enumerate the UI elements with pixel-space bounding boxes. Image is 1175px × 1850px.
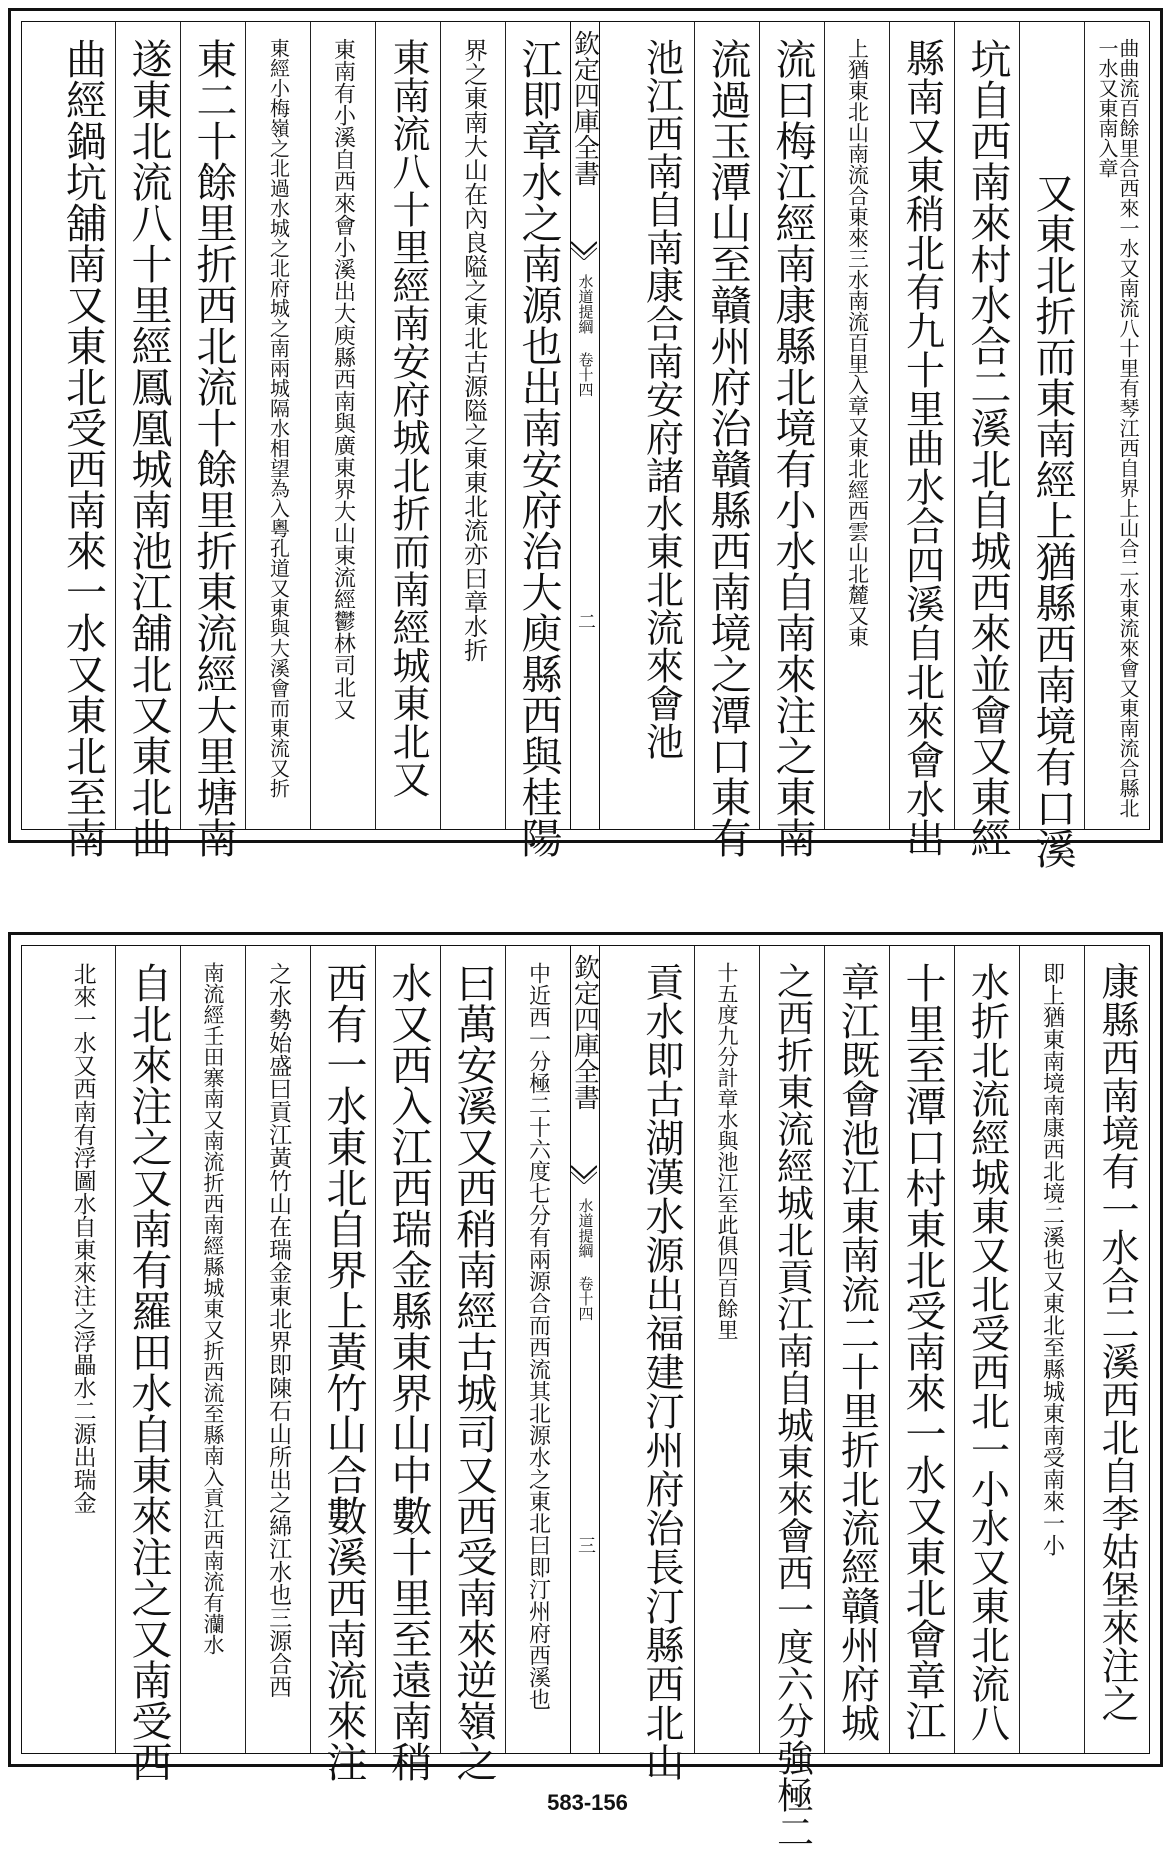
top-left-half — [22, 22, 570, 858]
text-column — [50, 22, 115, 858]
text-column — [824, 946, 889, 1753]
text-column — [1019, 22, 1084, 869]
column-text: 自北來注之又南有羅田水自東來注之又南受西 — [124, 962, 173, 1782]
text-column — [375, 22, 440, 829]
fish-tail-ornament — [571, 240, 599, 260]
text-column — [180, 22, 245, 858]
page-top-frame — [21, 21, 1150, 869]
column-text: 曰萬安溪又西稍南經古城司又西受南來逆嶺之 — [449, 962, 498, 1782]
column-text: 曲經鍋坑舖南又東北受西南來一水又東北至南 — [59, 38, 107, 858]
text-column — [440, 946, 505, 1782]
text-column — [375, 946, 440, 1782]
column-text: 又東北折而東南經上猶縣西南境有口溪 — [1028, 172, 1077, 869]
text-column — [954, 946, 1019, 1753]
column-text: 之西折東流經城北貢江南自城東來會西一度六分強極二 — [770, 962, 814, 1850]
text-column — [629, 22, 694, 829]
column-text: 之水勢始盛曰貢江黃竹山在瑞金東北界即陳石山所出之綿江水也三源合西 — [265, 962, 292, 1698]
folio-number: 二 — [575, 612, 596, 630]
text-column — [310, 22, 375, 829]
column-text: 康縣西南境有一水合二溪西北自李姑堡來注之 — [1095, 962, 1139, 1722]
column-text: 十里至潭口村東北受南來一水又東北會章江 — [898, 962, 947, 1741]
book-title: 欽定四庫全書 — [569, 30, 600, 186]
column-text: 水折北流經城東又北受西北一小水又東北流八 — [964, 962, 1010, 1742]
text-column — [824, 22, 889, 829]
column-text: 流曰梅江經南康縣北境有小水自南來注之東南 — [768, 38, 817, 858]
center-fold — [570, 946, 600, 1753]
chapter-label: 水道提綱 卷十四 — [576, 1198, 595, 1321]
column-text: 上猶東北山南流合東來三水南流百里入章又東北經西雲山北麓又東 — [845, 38, 870, 647]
column-text: 流過玉潭山至贛州府治贛縣西南境之潭口東有 — [703, 38, 752, 858]
center-fold — [570, 22, 600, 829]
text-column — [245, 22, 310, 829]
column-text: 章江既會池江東南流二十里折北流經贛州府城 — [834, 962, 880, 1742]
text-column — [115, 946, 180, 1782]
column-text: 界之東南大山在內良隘之東北古源隘之東東北流亦曰章水折 — [459, 38, 488, 662]
text-column — [629, 946, 694, 1781]
column-text: 南流經壬田寨南又南流折西南經縣城東又折西流至縣南入貢江西南流有灡水 — [201, 962, 226, 1655]
book-title: 欽定四庫全書 — [569, 954, 600, 1110]
bottom-left-half — [22, 946, 570, 1782]
column-text: 坑自西南來村水合二溪北自城西來並會又東經 — [963, 38, 1012, 858]
text-column — [694, 946, 759, 1753]
column-text: 曲曲流百餘里合西來一水又南流八十里有琴江西自界上山合二水東流來會又東南流合縣北一水又東南入章 — [1095, 38, 1140, 818]
text-column — [310, 946, 375, 1782]
text-column — [889, 946, 954, 1753]
column-text: 中近西一分極二十六度七分有兩源合而西流其北源水之東北曰即汀州府西溪也 — [525, 962, 551, 1710]
text-column — [115, 22, 180, 858]
column-text: 即上猶東南境南康西北境二溪也又東北至縣城東南受南來一小 — [1039, 962, 1065, 1556]
text-column — [759, 946, 824, 1850]
column-text: 東二十餘里折西北流十餘里折東流經大里塘南 — [189, 38, 238, 858]
column-text: 東經小梅嶺之北過水城之北府城之南兩城隔水相望為入粵孔道又東與大溪會而東流又折 — [266, 38, 291, 798]
column-text: 池江西南自南康合南安府諸水東北流來會池 — [639, 38, 684, 760]
top-right-half — [571, 22, 1149, 869]
text-column — [245, 946, 310, 1753]
column-text: 東南流八十里經南安府城北折而南經城東北又 — [386, 38, 430, 798]
fish-tail-ornament — [571, 1164, 599, 1184]
text-column — [440, 22, 505, 829]
page-top — [8, 8, 1163, 869]
column-text: 縣南又東稍北有九十里曲水合四溪自北來會水出 — [899, 38, 945, 857]
text-column — [759, 22, 824, 858]
text-column — [505, 946, 570, 1753]
folio-number: 三 — [575, 1536, 596, 1554]
page-number: 583-156 — [547, 1790, 628, 1815]
chapter-label: 水道提綱 卷十四 — [576, 274, 595, 397]
text-column — [889, 22, 954, 857]
text-column — [505, 22, 570, 858]
text-column — [694, 22, 759, 858]
text-column — [1019, 946, 1084, 1753]
text-column — [1084, 946, 1149, 1753]
text-column — [1084, 22, 1149, 829]
column-text: 西有一水東北自界上黃竹山合數溪西南流來注 — [319, 962, 368, 1782]
text-column — [954, 22, 1019, 858]
column-text: 貢水即古湖漢水源出福建汀州府治長汀縣西北山 — [639, 962, 684, 1781]
column-text: 十五度九分計章水與池江至此俱四百餘里 — [715, 962, 740, 1340]
column-text: 遂東北流八十里經鳳凰城南池江舖北又東北曲 — [124, 38, 173, 858]
text-column — [50, 946, 115, 1753]
column-text: 北來一水又西南有浮圖水自東來注之浮畾水二源出瑞金 — [69, 962, 96, 1514]
column-text: 東南有小溪自西來會小溪出大庾縣西南與廣東界大山東流經鬱林司北又 — [330, 38, 356, 720]
column-text: 江即章水之南源也出南安府治大庾縣西與桂陽 — [514, 38, 563, 858]
text-column — [180, 946, 245, 1753]
column-text: 水又西入江西瑞金縣東界山中數十里至遠南稍 — [384, 962, 433, 1782]
